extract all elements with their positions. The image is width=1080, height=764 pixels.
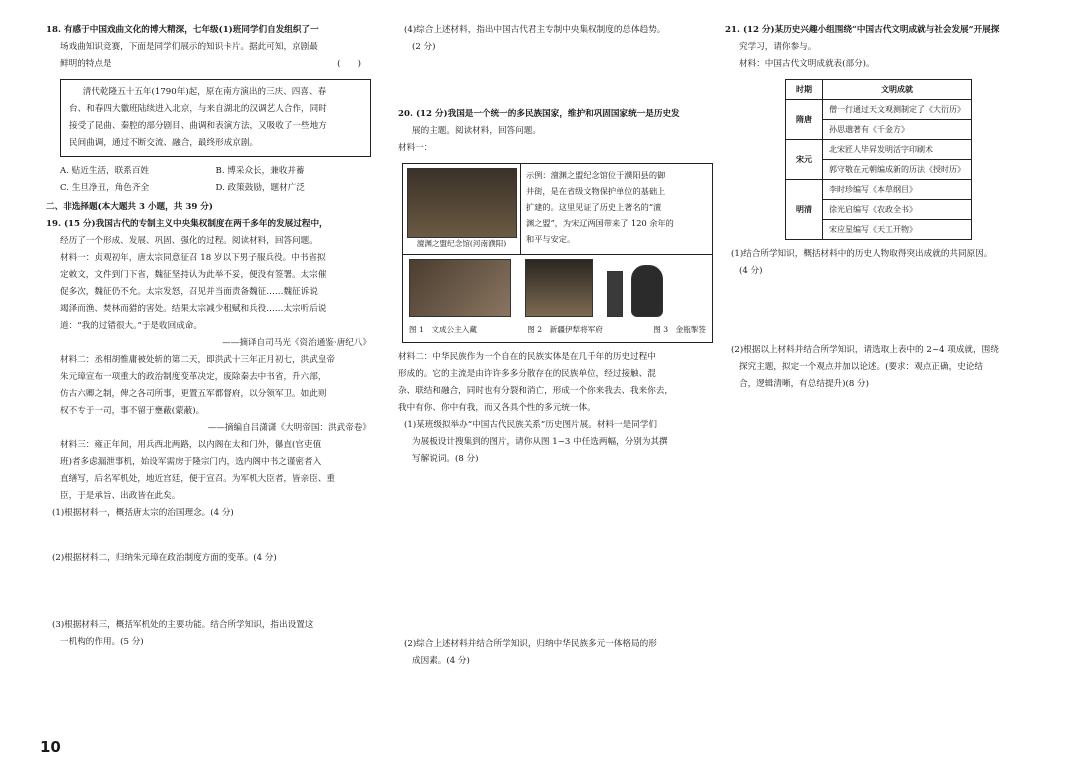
q21-stem: 究学习，请你参与。 [739, 42, 817, 52]
table-row [786, 140, 972, 160]
table-header: 时期 [786, 80, 823, 100]
q18-line: 鲜明的特点是 ( ) [60, 59, 361, 69]
q18-options [60, 163, 371, 197]
q20-material-2: 材料二：中华民族作为一个自在的民族实体是在几千年的历史过程中 形成的。它的主流是由许许多多分散存在的民族单位，经过接触、混 杂、联结和融合，同时也有分裂和消亡，形成一个你来我去、我来你去， 我中有你、你中有我，而又各具个性的多元统一体。 [398, 352, 674, 413]
period-cell: 宋元 [786, 140, 823, 180]
source-citation: ——摘编自吕潇潇《大明帝国：洪武帝卷》 [207, 423, 371, 433]
achievements-table [785, 79, 972, 240]
q18-line: 18. 有感于中国戏曲文化的博大精深，七年级(1)班同学们自发组织了一 [46, 25, 319, 35]
figure-row [403, 255, 712, 321]
achievement-cell: 郭守敬在元朝编成新的历法《授时历》 [823, 160, 972, 180]
golden-urn-image [631, 265, 663, 317]
card-line: 民间曲调，通过不断交流、融合，最终形成京剧。 [69, 138, 259, 148]
site-photo-cell [403, 164, 521, 255]
figure-3 [607, 265, 663, 317]
q19-material-2: 材料二：丞相胡惟庸被处斩的第二天，即洪武十三年正月初七，洪武皇帝 朱元璋宣布一项重大的政治制度变革决定，废除秦去中书省，升六部， 仿古六卿之制，俾之各司所事，更置五军都督府，以分领军卫。如此则 权不专于一司，事不留于壅蔽(蒙蔽)。 ——摘编自吕潇潇《大明帝国：洪武帝卷》 [60, 352, 371, 437]
q20-figure-box [402, 163, 713, 343]
q20-sub-2: 成因素。(4 分) [412, 656, 470, 666]
figure-caption: 图 2 新疆伊犁将军府 [527, 325, 603, 334]
figure-2 [525, 259, 593, 317]
option-a[interactable]: A. 贴近生活，联系百姓 [60, 166, 150, 176]
q20-sub-2: (2)综合上述材料并结合所学知识，归纳中华民族多元一体格局的形 [404, 639, 657, 649]
q19-stem: 经历了一个形成、发展、巩固、强化的过程。阅读材料，回答问题。 [60, 236, 318, 246]
figure-captions [403, 321, 712, 342]
q19-sub-3: 一机构的作用。(5 分) [60, 637, 144, 647]
column-middle [398, 22, 713, 670]
period-cell: 明清 [786, 180, 823, 240]
card-line: 接受了昆曲、秦腔的部分剧目、曲调和表演方法，又吸收了一些地方 [69, 121, 327, 131]
table-row [786, 100, 972, 120]
q21-sub-1: (1)结合所学知识，概括材料中的历史人物取得突出成就的共同原因。 [731, 249, 993, 259]
achievement-cell: 徐光启编写《农政全书》 [823, 200, 972, 220]
q20-sub-1: 为展板设计搜集到的图片，请你从图 1~3 中任选两幅，分别为其撰 [412, 437, 668, 447]
q20-material-1-label: 材料一： [398, 143, 433, 153]
q19-sub-1: (1)根据材料一，概括唐太宗的治国理念。(4 分) [52, 508, 234, 518]
table-row [786, 180, 972, 200]
q19-material-1: 材料一：贞观初年，唐太宗同意征召 18 岁以下男子服兵役。中书省拟 定敕文，文件到门下省，魏征坚持认为此举不妥，便没有签署。太宗催 促多次，魏征仍不允。太宗发怒，召见并当面责备魏征……魏征诉说 竭泽而渔、焚林而猎的害处。结果太宗减少租赋和兵役……太宗听后说 道：“我的过错很大。”于是收回成命。 ——摘译自司马光《资治通鉴·唐纪八》 [60, 250, 371, 352]
site-caption: 澶渊之盟纪念馆(河南濮阳) [416, 239, 507, 248]
column-right [725, 22, 1025, 393]
q21-sub-2: 合，逻辑清晰，有总结提升)(8 分) [739, 379, 869, 389]
q21-table-title: 材料：中国古代文明成就表(部分)。 [739, 59, 875, 69]
q21-stem: 21. (12 分)某历史兴趣小组围绕“中国古代文明成就与社会发展”开展探 [725, 25, 1000, 35]
source-citation: ——摘译自司马光《资治通鉴·唐纪八》 [222, 338, 371, 348]
section-heading: 二、非选择题(本大题共 3 小题，共 39 分) [46, 202, 213, 212]
q18-line: 场戏曲知识竞赛，下面是同学们展示的知识卡片。据此可知，京剧最 [60, 42, 318, 52]
q19-sub-3: (3)根据材料三，概括军机处的主要功能。结合所学知识，指出设置这 [52, 620, 314, 630]
princess-wencheng-image [409, 259, 511, 317]
memorial-photo [407, 168, 517, 238]
q21-sub-2: 探究主题，拟定一个观点并加以论述。(要求：观点正确，史论结 [739, 362, 983, 372]
q19-sub-2: (2)根据材料二，归纳朱元璋在政治制度方面的变革。(4 分) [52, 553, 277, 563]
card-line: 清代乾隆五十五年(1790年)起，原在南方演出的三庆、四喜、春 [82, 87, 327, 97]
q20-stem: 20. (12 分)我国是一个统一的多民族国家，维护和巩固国家统一是历史发 [398, 109, 680, 119]
card-line: 台、和春四大徽班陆续进入北京，与来自湖北的汉调艺人合作，同时 [69, 104, 327, 114]
achievement-cell: 孙思邈著有《千金方》 [823, 120, 972, 140]
option-d[interactable]: D. 政策鼓励，题材广泛 [215, 183, 305, 193]
figure-caption: 图 3 金瓶掣签 [653, 325, 706, 334]
achievement-cell: 宋应星编写《天工开物》 [823, 220, 972, 240]
q19-sub-4: (4)综合上述材料，指出中国古代君主专制中央集权制度的总体趋势。 [404, 25, 666, 35]
figure-caption: 图 1 文成公主入藏 [409, 325, 477, 334]
figure-1 [409, 259, 511, 317]
option-c[interactable]: C. 生旦净丑，角色齐全 [60, 183, 150, 193]
q19-stem: 19. (15 分)我国古代的专制主义中央集权制度在两千多年的发展过程中， [46, 219, 328, 229]
page-number: 10 [40, 738, 61, 756]
table-header: 文明成就 [823, 80, 972, 100]
q19-sub-4: (2 分) [412, 42, 436, 52]
q20-sub-1: 写解说词。(8 分) [412, 454, 479, 464]
site-description: 示例：澶渊之盟纪念馆位于濮阳县的御 井街，是在省级文物保护单位的基础上 扩建的。这里见证了历史上著名的“澶 渊之盟”，为宋辽两国带来了 120 余年的 和平与安定。 [521, 164, 712, 255]
option-b[interactable]: B. 博采众长，兼收并蓄 [215, 166, 305, 176]
achievement-cell: 僧一行通过天文观测制定了《大衍历》 [823, 100, 972, 120]
achievement-cell: 李时珍编写《本草纲目》 [823, 180, 972, 200]
knowledge-card [60, 79, 371, 157]
q21-sub-2: (2)根据以上材料并结合所学知识，请选取上表中的 2~4 项成就，围绕 [731, 345, 999, 355]
achievement-cell: 北宋匠人毕昇发明活字印刷术 [823, 140, 972, 160]
q19-material-3: 材料三：雍正年间，用兵西北两路，以内阁在太和门外，儤直(官吏值 班)者多虑漏泄事机，始设军需房于隆宗门内，选内阁中书之谨密者入 直缮写，后名军机处，地近宫廷，便于宣召。为军机大臣者，皆亲臣、重 臣，于是承旨、出政皆在此矣。 [60, 440, 336, 501]
q20-stem: 展的主题。阅读材料，回答问题。 [412, 126, 541, 136]
column-left [46, 22, 371, 651]
period-cell: 隋唐 [786, 100, 823, 140]
q20-sub-1: (1)某班级拟举办“中国古代民族关系”历史图片展。材料一是同学们 [404, 420, 657, 430]
q21-sub-1: (4 分) [739, 266, 763, 276]
ili-general-office-image [525, 259, 593, 317]
lottery-slip-image [607, 271, 623, 317]
